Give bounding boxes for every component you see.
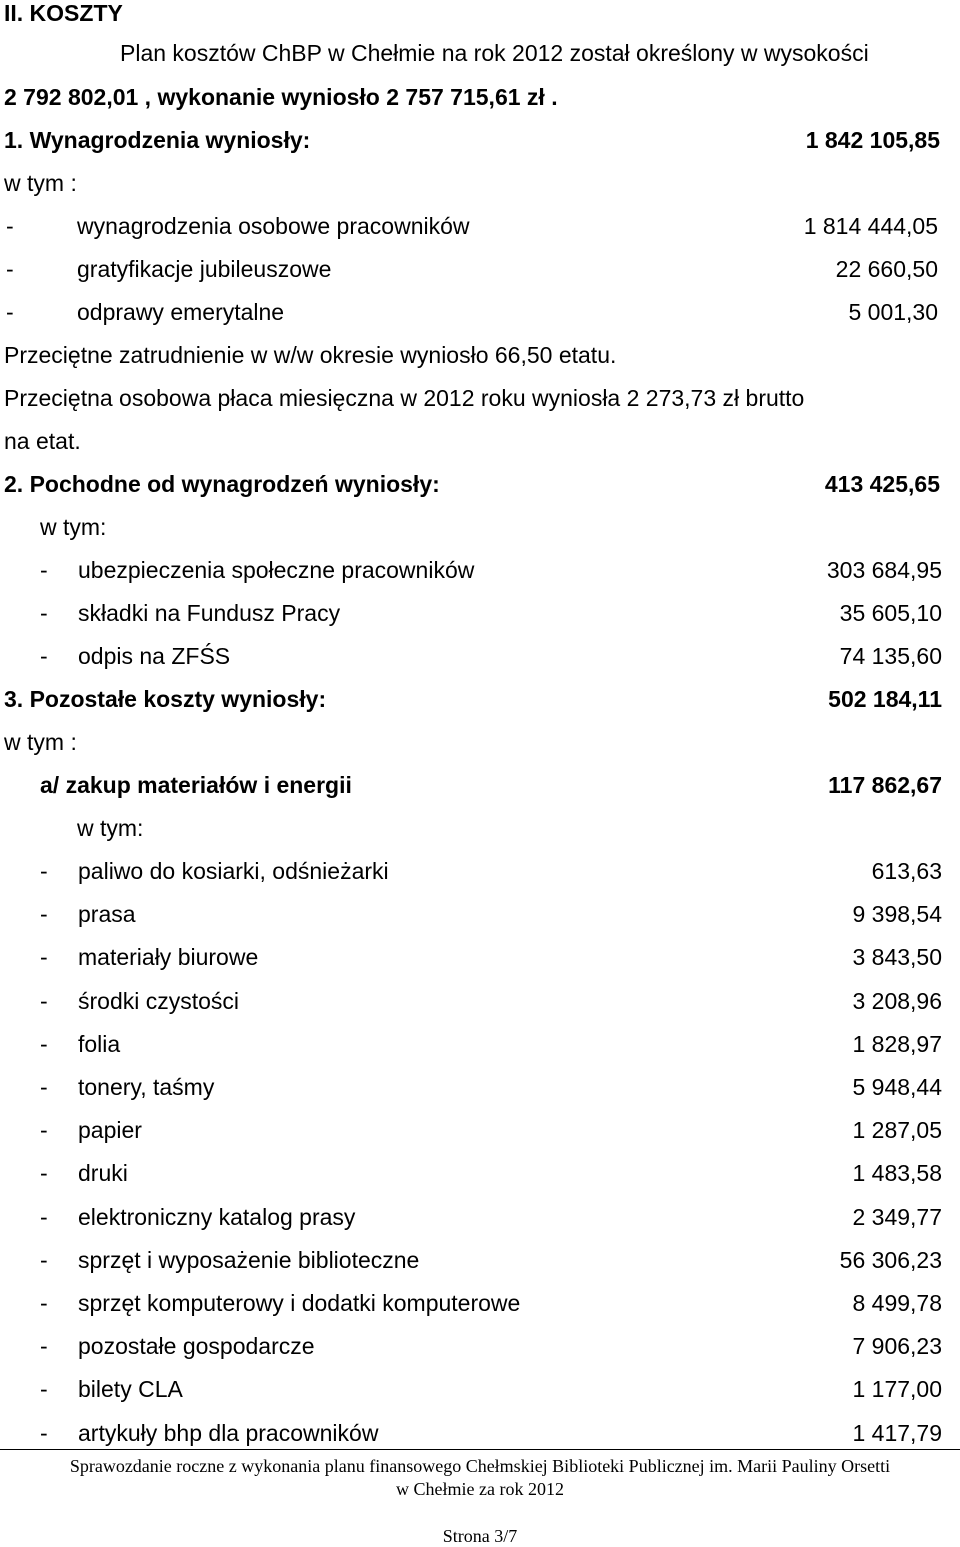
wages-item-label: wynagrodzenia osobowe pracowników xyxy=(77,213,470,239)
wages-item-amount: 1 814 444,05 xyxy=(803,213,938,239)
derivatives-title: 2. Pochodne od wynagrodzeń wyniosły: xyxy=(4,471,440,497)
derivatives-item-amount: 35 605,10 xyxy=(839,600,942,626)
list-dash: - xyxy=(6,256,14,282)
materials-item-label: folia xyxy=(78,1031,121,1057)
intro-line-1: Plan kosztów ChBP w Chełmie na rok 2012 został określony w wysokości xyxy=(120,40,869,66)
list-dash: - xyxy=(40,944,48,970)
derivatives-item-label: składki na Fundusz Pracy xyxy=(78,600,341,626)
list-dash: - xyxy=(40,557,48,583)
list-dash: - xyxy=(40,1420,48,1446)
list-dash: - xyxy=(40,988,48,1014)
list-dash: - xyxy=(40,643,48,669)
materials-item-label: prasa xyxy=(78,901,136,927)
list-dash: - xyxy=(40,1074,48,1100)
materials-item-label: sprzęt i wyposażenie biblioteczne xyxy=(78,1247,420,1273)
salary-note-line-1: Przeciętna osobowa płaca miesięczna w 2012 roku wyniosła 2 273,73 zł brutto xyxy=(4,385,805,411)
derivatives-total: 413 425,65 xyxy=(824,471,940,497)
list-dash: - xyxy=(40,858,48,884)
materials-item-amount: 1 287,05 xyxy=(852,1117,942,1143)
list-dash: - xyxy=(40,901,48,927)
salary-note-line-2: na etat. xyxy=(4,428,81,454)
wages-item-amount: 5 001,30 xyxy=(848,299,938,325)
wages-item-label: odprawy emerytalne xyxy=(77,299,285,325)
materials-item-label: bilety CLA xyxy=(78,1376,183,1402)
materials-item-label: pozostałe gospodarcze xyxy=(78,1333,315,1359)
materials-item-amount: 1 828,97 xyxy=(852,1031,942,1057)
other-total: 502 184,11 xyxy=(828,686,942,712)
list-dash: - xyxy=(40,1247,48,1273)
materials-item-label: elektroniczny katalog prasy xyxy=(78,1204,356,1230)
list-dash: - xyxy=(40,600,48,626)
materials-item-amount: 1 417,79 xyxy=(852,1420,942,1446)
derivatives-item-label: odpis na ZFŚS xyxy=(78,643,231,669)
other-wtym: w tym : xyxy=(4,729,77,755)
derivatives-item-amount: 303 684,95 xyxy=(826,557,942,583)
materials-title: a/ zakup materiałów i energii xyxy=(40,772,352,798)
employment-note: Przeciętne zatrudnienie w w/w okresie wyniosło 66,50 etatu. xyxy=(4,342,617,368)
list-dash: - xyxy=(40,1204,48,1230)
materials-item-amount: 5 948,44 xyxy=(852,1074,942,1100)
intro-line-2: 2 792 802,01 , wykonanie wyniosło 2 757 715,61 zł . xyxy=(4,84,558,110)
materials-item-label: środki czystości xyxy=(78,988,240,1014)
materials-item-amount: 3 208,96 xyxy=(852,988,942,1014)
list-dash: - xyxy=(40,1031,48,1057)
materials-item-label: sprzęt komputerowy i dodatki komputerowe xyxy=(78,1290,521,1316)
materials-wtym: w tym: xyxy=(77,815,144,841)
wages-total: 1 842 105,85 xyxy=(805,127,940,153)
derivatives-wtym: w tym: xyxy=(40,514,107,540)
materials-item-label: tonery, taśmy xyxy=(78,1074,215,1100)
list-dash: - xyxy=(6,213,14,239)
list-dash: - xyxy=(40,1376,48,1402)
wages-item-amount: 22 660,50 xyxy=(835,256,938,282)
list-dash: - xyxy=(40,1333,48,1359)
materials-item-amount: 1 483,58 xyxy=(852,1160,942,1186)
list-dash: - xyxy=(40,1160,48,1186)
section-heading: II. KOSZTY xyxy=(4,0,123,26)
footer-line-1: Sprawozdanie roczne z wykonania planu finansowego Chełmskiej Biblioteki Publicznej im. Marii Pauliny Orsetti xyxy=(69,1456,891,1476)
derivatives-item-amount: 74 135,60 xyxy=(839,643,942,669)
list-dash: - xyxy=(6,299,14,325)
materials-item-label: paliwo do kosiarki, odśnieżarki xyxy=(78,858,389,884)
derivatives-item-label: ubezpieczenia społeczne pracowników xyxy=(78,557,475,583)
wages-title: 1. Wynagrodzenia wyniosły: xyxy=(4,127,311,153)
materials-item-label: artykuły bhp dla pracowników xyxy=(78,1420,379,1446)
materials-item-amount: 56 306,23 xyxy=(839,1247,942,1273)
materials-item-amount: 3 843,50 xyxy=(852,944,942,970)
materials-item-amount: 7 906,23 xyxy=(852,1333,942,1359)
materials-total: 117 862,67 xyxy=(828,772,942,798)
footer-divider xyxy=(0,1449,960,1450)
materials-item-amount: 8 499,78 xyxy=(852,1290,942,1316)
list-dash: - xyxy=(40,1290,48,1316)
materials-item-amount: 2 349,77 xyxy=(852,1204,942,1230)
materials-item-label: papier xyxy=(78,1117,142,1143)
wages-wtym: w tym : xyxy=(4,170,77,196)
other-title: 3. Pozostałe koszty wyniosły: xyxy=(4,686,327,712)
footer-line-2: w Chełmie za rok 2012 xyxy=(396,1479,564,1499)
wages-item-label: gratyfikacje jubileuszowe xyxy=(77,256,332,282)
materials-item-label: druki xyxy=(78,1160,128,1186)
list-dash: - xyxy=(40,1117,48,1143)
page-number: Strona 3/7 xyxy=(442,1526,518,1546)
materials-item-amount: 9 398,54 xyxy=(852,901,942,927)
materials-item-label: materiały biurowe xyxy=(78,944,259,970)
materials-item-amount: 613,63 xyxy=(871,858,942,884)
materials-item-amount: 1 177,00 xyxy=(852,1376,942,1402)
